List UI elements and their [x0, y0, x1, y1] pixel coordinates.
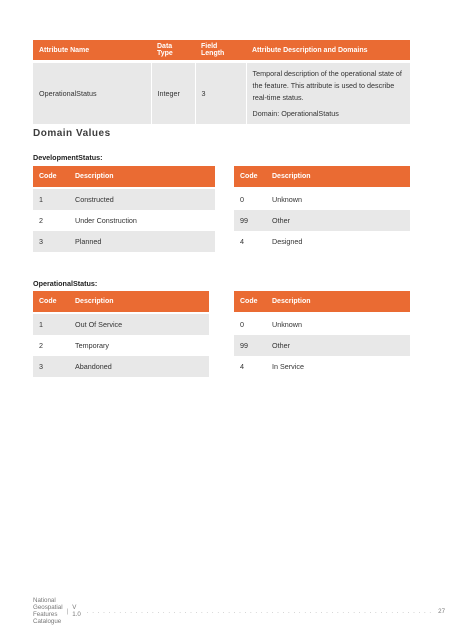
footer-version: V 1.0: [72, 604, 81, 618]
attribute-table-header: [33, 40, 410, 60]
code-cell: 99: [234, 210, 266, 231]
table-row: [33, 189, 215, 210]
description-cell: [246, 63, 410, 124]
code-cell: 3: [33, 356, 69, 377]
attribute-name-cell: OperationalStatus: [33, 63, 151, 124]
table-row: [33, 335, 209, 356]
attribute-table: [33, 40, 410, 124]
table-row: [33, 63, 410, 124]
table-row: [33, 210, 215, 231]
footer-leader-dots: . . . . . . . . . . . . . . . . . . . . . . . . . . . . . . . . . . . . . . . . . . . . . . . . . . . . . . . . . . . . . . . .: [86, 607, 433, 615]
description-header: Description: [69, 166, 215, 187]
code-cell: 99: [234, 335, 266, 356]
table-row: [234, 231, 410, 252]
code-cell: 4: [240, 237, 244, 246]
page-number: 27: [438, 607, 446, 615]
table-row: [234, 189, 410, 210]
section-title: Domain Values: [33, 128, 111, 139]
description-cell: In Service: [272, 362, 304, 371]
domain-text: Domain: OperationalStatus: [252, 109, 339, 118]
header-description: Attribute Description and Domains: [246, 40, 410, 60]
code-cell: 3: [33, 231, 69, 252]
operational-status-table-right: [234, 291, 410, 377]
description-cell: Temporary: [75, 341, 109, 350]
description-cell: Other: [266, 210, 410, 231]
code-header: Code: [33, 291, 69, 312]
table-row: [234, 356, 410, 377]
page-footer: [33, 597, 446, 625]
table-row: [33, 356, 209, 377]
description-cell: Other: [266, 335, 410, 356]
description-cell: Planned: [69, 231, 215, 252]
development-status-table-right: [234, 166, 410, 252]
table-row: [234, 314, 410, 335]
description-cell: Designed: [272, 237, 303, 246]
data-type-cell: Integer: [151, 63, 195, 124]
description-header: Description: [266, 166, 410, 187]
code-cell: 0: [240, 195, 244, 204]
code-cell: 2: [39, 341, 43, 350]
development-status-heading: DevelopmentStatus:: [33, 153, 103, 162]
description-cell: Out Of Service: [69, 314, 209, 335]
description-cell: Constructed: [69, 189, 215, 210]
header-field-length: Field Length: [195, 40, 246, 60]
code-cell: 2: [39, 216, 43, 225]
table-row: [234, 210, 410, 231]
field-length-cell: 3: [195, 63, 246, 124]
table-row: [33, 231, 215, 252]
description-cell: Unknown: [272, 195, 302, 204]
operational-status-heading: OperationalStatus:: [33, 279, 98, 288]
table-row: [33, 314, 209, 335]
footer-title: National Geospatial Features Catalogue: [33, 597, 63, 625]
code-header: Code: [234, 291, 266, 312]
code-cell: 1: [33, 189, 69, 210]
description-text: Temporal description of the operational state of the feature. This attribute is used to describe real-time status.: [252, 69, 402, 102]
header-data-type: Data Type: [151, 40, 195, 60]
code-header: Code: [234, 166, 266, 187]
footer-separator: |: [66, 607, 69, 615]
header-attribute-name: Attribute Name: [33, 40, 151, 60]
development-status-table-left: [33, 166, 215, 252]
code-cell: 1: [33, 314, 69, 335]
table-row: [234, 335, 410, 356]
code-cell: 4: [240, 362, 244, 371]
description-header: Description: [266, 291, 410, 312]
description-cell: Abandoned: [69, 356, 209, 377]
description-header: Description: [69, 291, 209, 312]
description-cell: Unknown: [272, 320, 302, 329]
code-cell: 0: [240, 320, 244, 329]
description-cell: Under Construction: [75, 216, 137, 225]
operational-status-table-left: [33, 291, 209, 377]
code-header: Code: [33, 166, 69, 187]
